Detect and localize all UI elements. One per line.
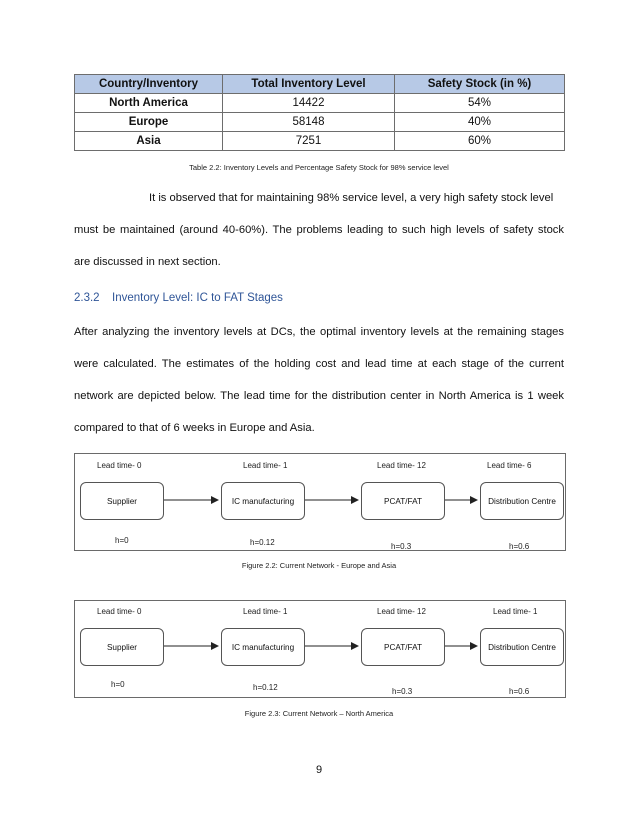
holding-cost-label: h=0.3 [391, 542, 412, 551]
lead-time-label: Lead time- 1 [493, 607, 538, 616]
lead-time-label: Lead time- 0 [97, 607, 142, 616]
page-number: 9 [315, 764, 323, 776]
table-cell: 60% [395, 132, 565, 151]
lead-time-label: Lead time- 6 [487, 461, 532, 470]
network-diagram-north-america [74, 600, 566, 698]
holding-cost-label: h=0.12 [253, 683, 278, 692]
table-cell: North America [75, 94, 223, 113]
section-number: 2.3.2 [74, 292, 100, 304]
figure-caption: Figure 2.2: Current Network - Europe and Asia [241, 561, 397, 570]
stage-node-supplier: Supplier [80, 482, 164, 520]
table-row [75, 113, 565, 132]
network-diagram-europe-asia [74, 453, 566, 551]
table-row [75, 132, 565, 151]
inventory-table [74, 74, 565, 151]
stage-node-distribution-centre: Distribution Centre [480, 628, 564, 666]
table-row [75, 94, 565, 113]
lead-time-label: Lead time- 1 [243, 461, 288, 470]
table-cell: Asia [75, 132, 223, 151]
table-cell: Europe [75, 113, 223, 132]
figure-caption: Figure 2.3: Current Network – North America [244, 709, 394, 718]
table-cell: 40% [395, 113, 565, 132]
holding-cost-label: h=0.6 [509, 687, 530, 696]
holding-cost-label: h=0.6 [509, 542, 530, 551]
table-cell: 58148 [223, 113, 395, 132]
holding-cost-label: h=0.12 [250, 538, 275, 547]
table-cell: 7251 [223, 132, 395, 151]
stage-node-supplier: Supplier [80, 628, 164, 666]
paragraph-line: network are depicted below. The lead time for the distribution center in North America is 1 week [74, 390, 564, 402]
holding-cost-label: h=0 [115, 536, 129, 545]
table-cell: 14422 [223, 94, 395, 113]
section-heading [74, 292, 283, 304]
section-title: Inventory Level: IC to FAT Stages [112, 292, 283, 304]
paragraph-line: were calculated. The estimates of the holding cost and lead time at each stage of the current [74, 358, 564, 370]
paragraph-safety-stock [74, 182, 564, 278]
table-caption: Table 2.2: Inventory Levels and Percentage Safety Stock for 98% service level [189, 163, 449, 172]
lead-time-label: Lead time- 1 [243, 607, 288, 616]
lead-time-label: Lead time- 0 [97, 461, 142, 470]
table-header-cell: Safety Stock (in %) [395, 75, 565, 94]
holding-cost-label: h=0 [111, 680, 125, 689]
table-cell: 54% [395, 94, 565, 113]
stage-node-ic-manufacturing: IC manufacturing [221, 482, 305, 520]
lead-time-label: Lead time- 12 [377, 461, 426, 470]
stage-node-pcat-fat: PCAT/FAT [361, 482, 445, 520]
stage-node-distribution-centre: Distribution Centre [480, 482, 564, 520]
lead-time-label: Lead time- 12 [377, 607, 426, 616]
stage-node-ic-manufacturing: IC manufacturing [221, 628, 305, 666]
paragraph-line: After analyzing the inventory levels at DCs, the optimal inventory levels at the remaining stages [74, 326, 564, 338]
paragraph-line: must be maintained (around 40-60%). The problems leading to such high levels of safety stock [74, 224, 564, 236]
stage-node-pcat-fat: PCAT/FAT [361, 628, 445, 666]
paragraph-line: compared to that of 6 weeks in Europe and Asia. [74, 422, 315, 434]
table-header-cell: Country/Inventory [75, 75, 223, 94]
paragraph-line: are discussed in next section. [74, 256, 221, 268]
paragraph-line: It is observed that for maintaining 98% service level, a very high safety stock level [149, 192, 554, 204]
paragraph-inventory-level [74, 316, 564, 444]
table-header-cell: Total Inventory Level [223, 75, 395, 94]
table-header-row [75, 75, 565, 94]
holding-cost-label: h=0.3 [392, 687, 413, 696]
